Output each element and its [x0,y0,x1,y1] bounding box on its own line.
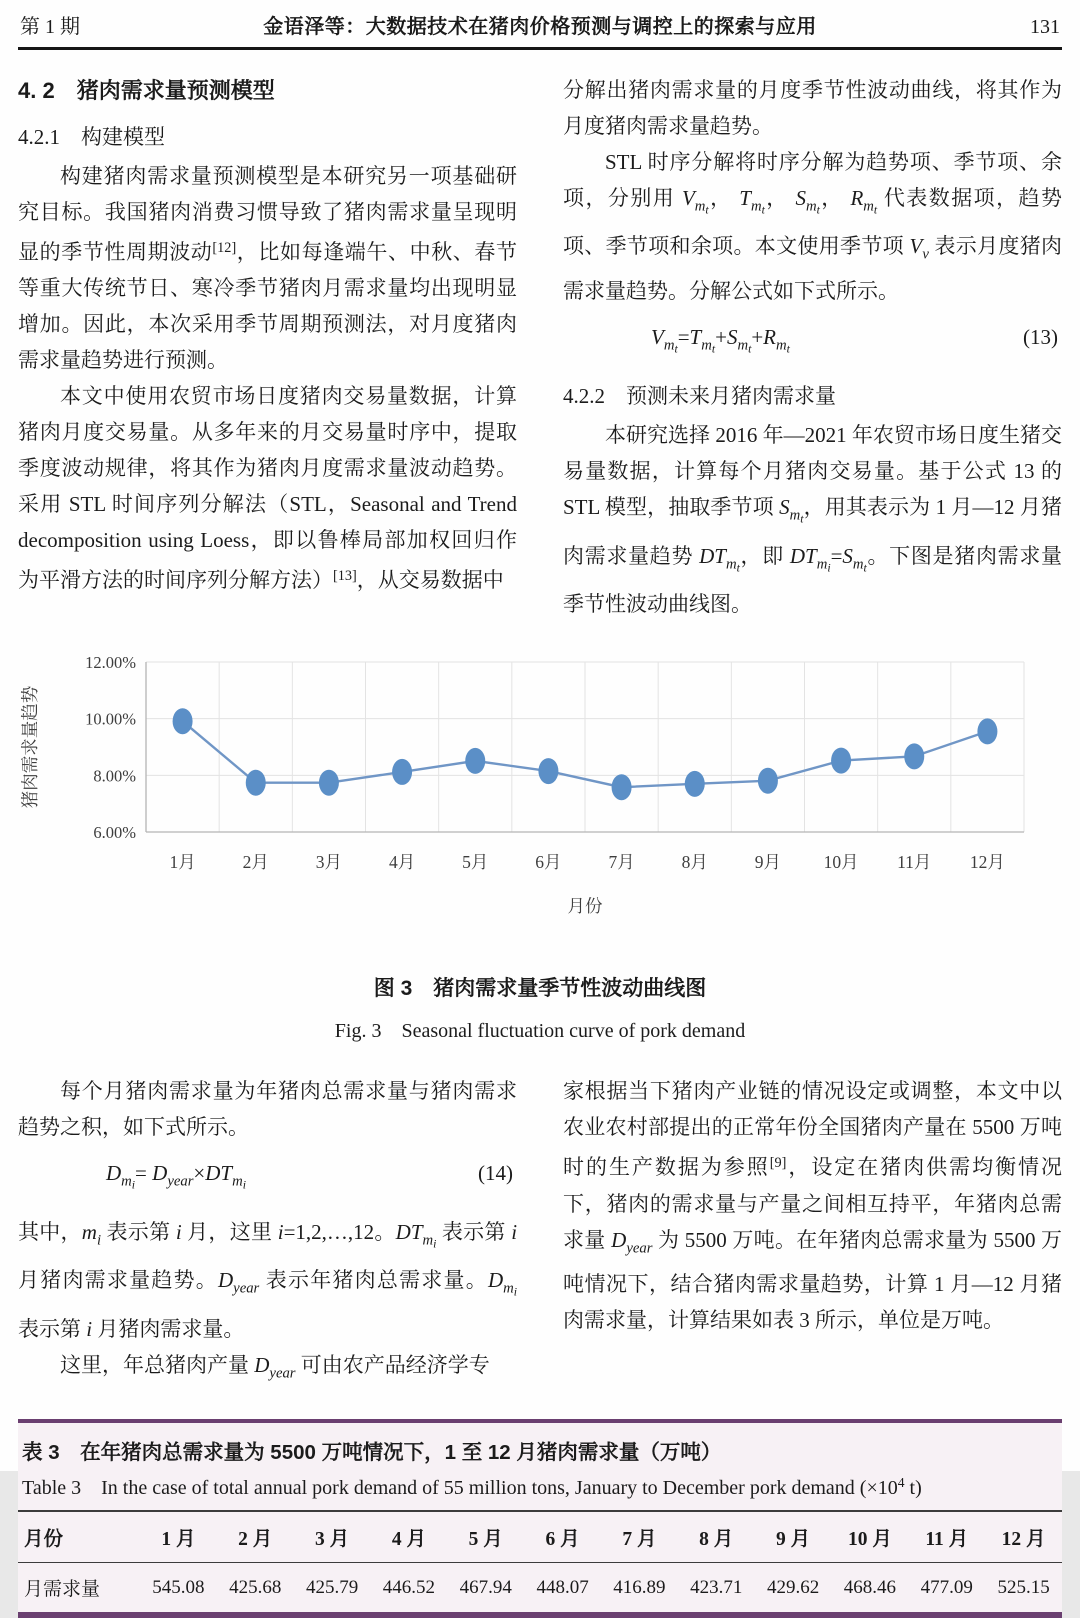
paragraph-model-goal: 构建猪肉需求量预测模型是本研究另一项基础研究目标。我国猪肉消费习惯导致了猪肉需求量呈现明显的季节性周期波动[12]，比如每逢端午、中秋、春节等重大传统节日、寒冷季节猪肉月需求量均出现明显增加。因此，本次采用季节周期预测法，对月度猪肉需求量趋势进行预测。 [18,164,518,373]
running-title: 金语泽等：大数据技术在猪肉价格预测与调控上的探索与应用 [263,16,817,38]
section-4-2-2-heading: 4.2.2 预测未来月猪肉需求量 [563,384,836,409]
svg-text:12月: 12月 [969,852,1005,873]
table-col-header: 5 月 [468,1529,503,1551]
svg-text:3月: 3月 [315,852,343,873]
svg-text:12.00%: 12.00% [85,653,136,673]
figure-caption-zh: 图 3 猪肉需求量季节性波动曲线图 [373,977,707,1001]
table-cell-value: 425.79 [305,1576,359,1598]
section-4-2-heading: 4. 2 猪肉需求量预测模型 [18,78,275,103]
table-cell-value: 525.15 [997,1576,1050,1598]
table-col-header: 7 月 [622,1529,657,1551]
paragraph-symbol-definitions: 其中，$m_i$ 表示第 i 月，这里 i=1,2,…,12。$DT_{mi}$ 表示第 i 月猪肉需求量趋势。$D_{year}$ 表示年猪肉总需求量。$D_{mi}$ 表示第 i 月猪肉需求量。 [18,1219,518,1341]
table-row-label: 月需求量 [24,1579,101,1601]
table-caption-en: Table 3 In the case of total annual pork demand of 55 million tons, January to December pork demand ($\times 10^4$ t) [22,1475,922,1500]
table-col-header: 10 月 [847,1529,892,1551]
svg-text:5月: 5月 [462,852,489,873]
formula-13-number: (13) [1023,325,1058,350]
table-cell-value: 423.71 [690,1576,743,1598]
table-cell-value: 468.46 [843,1576,897,1598]
table-col-header: 4 月 [391,1529,426,1551]
table-cell-value: 446.52 [382,1576,436,1598]
table-col-header: 12 月 [1001,1529,1046,1551]
header-rule [18,47,1062,50]
paragraph-stl-continued: 分解出猪肉需求量的月度季节性波动曲线，将其作为月度猪肉需求量趋势。 [563,78,1062,138]
page-number: 131 [1030,16,1060,38]
table-cell-value: 425.68 [229,1576,282,1598]
figure-caption-en: Fig. 3 Seasonal fluctuation curve of pork demand [334,1020,746,1043]
svg-text:6月: 6月 [535,852,562,873]
svg-text:10.00%: 10.00% [85,710,136,730]
page-header [18,0,1062,47]
paragraph-forecast-data: 本研究选择 2016 年—2021 年农贸市场日度生猪交易量数据，计算每个月猪肉交易量。基于公式 13 的 STL 模型，抽取季节项 $S_{mt}$，用其表示为 1 月—12 月猪肉需求量趋势 $DT_{mt}$，即 $DT_{mi}=S_{mt}$。下图是猪肉需求量季节性波动曲线图。 [563,423,1063,617]
formula-14-number: (14) [478,1161,513,1186]
table-bottom-rule [18,1612,1062,1618]
text-block-bottom [18,1073,1062,1391]
svg-text:2月: 2月 [242,852,269,873]
table-cell-value: 467.94 [459,1576,512,1598]
table-caption-zh: 表 3 在年猪肉总需求量为 5500 万吨情况下，1 至 12 月猪肉需求量（万吨） [22,1441,722,1465]
table-corner-header: 月份 [24,1529,64,1551]
paragraph-stl-method: 本文中使用农贸市场日度猪肉交易量数据，计算猪肉月度交易量。从多年来的月交易量时序中，提取季度波动规律，将其作为猪肉月度需求量波动趋势。采用 STL 时间序列分解法（STL，Seasonal and Trend decomposition using Loess，即以鲁棒局部加权回归作为平滑方法的时间序列分解方法）[13]，从交易数据中 [18,384,517,593]
svg-text:猪肉需求量趋势: 猪肉需求量趋势 [20,686,40,809]
paragraph-stl-terms: STL 时序分解将时序分解为趋势项、季节项、余项，分别用 $V_{mt}$， $T_{mt}$， $S_{mt}$， $R_{mt}$ 代表数据项，趋势项、季节项和余项。本文使用季节项 $V_v$ 表示月度猪肉需求量趋势。分解公式如下式所示。 [563,150,1063,304]
table-3-block [18,1419,1062,1618]
table-col-header: 11 月 [925,1529,969,1551]
svg-text:8.00%: 8.00% [93,766,136,786]
svg-text:1月: 1月 [169,852,196,873]
left-column-bottom [18,1073,517,1391]
right-column-bottom [563,1073,1062,1391]
table-cell-value: 448.07 [536,1576,589,1598]
svg-text:8月: 8月 [681,852,708,873]
table-cell-value: 429.62 [766,1576,820,1598]
paragraph-dyear-intro: 这里，年总猪肉产量 $D_{year}$ 可由农产品经济学专 [60,1352,490,1382]
seasonal-fluctuation-line-chart [18,638,1062,938]
text-block-top [18,72,1062,622]
svg-text:9月: 9月 [754,852,782,873]
svg-text:7月: 7月 [608,852,635,873]
svg-text:6.00%: 6.00% [93,823,136,843]
svg-text:月份: 月份 [567,896,603,917]
paragraph-monthly-demand: 每个月猪肉需求量为年猪肉总需求量与猪肉需求趋势之积，如下式所示。 [18,1079,517,1140]
figure-3 [18,638,1062,1043]
table-col-header: 1 月 [161,1529,196,1551]
table-cell-value: 545.08 [152,1576,205,1598]
journal-issue: 第 1 期 [20,16,80,38]
table-col-header: 3 月 [315,1529,350,1551]
svg-text:4月: 4月 [388,852,416,873]
table-data-row [18,1563,1062,1612]
svg-text:11月: 11月 [897,852,932,873]
table-col-header: 6 月 [545,1529,580,1551]
table-col-header: 9 月 [776,1529,811,1551]
formula-14-body: $D_{mi}= D_{year}\times DT_{mi}$ [106,1161,246,1192]
formula-13-body: $V_{mt}=T_{mt}+S_{mt}+R_{mt}$ [651,325,790,356]
table-cell-value: 416.89 [613,1576,666,1598]
formula-14 [18,1145,517,1213]
table-header-row [18,1510,1062,1563]
paragraph-5500-assumption: 家根据当下猪肉产业链的情况设定或调整，本文中以农业农村部提出的正常年份全国猪肉产量在 5500 万吨时的生产数据为参照[9]，设定在猪肉供需均衡情况下，猪肉的需求量与产量之间相互持平，年猪肉总需求量 $D_{year}$ 为 5500 万吨。在年猪肉总需求量为 5500 万吨情况下，结合猪肉需求量趋势，计算 1 月—12 月猪肉需求量，计算结果如表 3 所示，单位是万吨。 [563,1079,1063,1333]
svg-text:10月: 10月 [823,852,859,873]
table-col-header: 8 月 [699,1529,734,1551]
right-column [563,72,1062,622]
table-col-header: 2 月 [238,1529,273,1551]
table-cell-value: 477.09 [920,1576,973,1598]
left-column [18,72,517,622]
section-4-2-1-heading: 4.2.1 构建模型 [18,125,165,149]
formula-13 [563,309,1062,377]
